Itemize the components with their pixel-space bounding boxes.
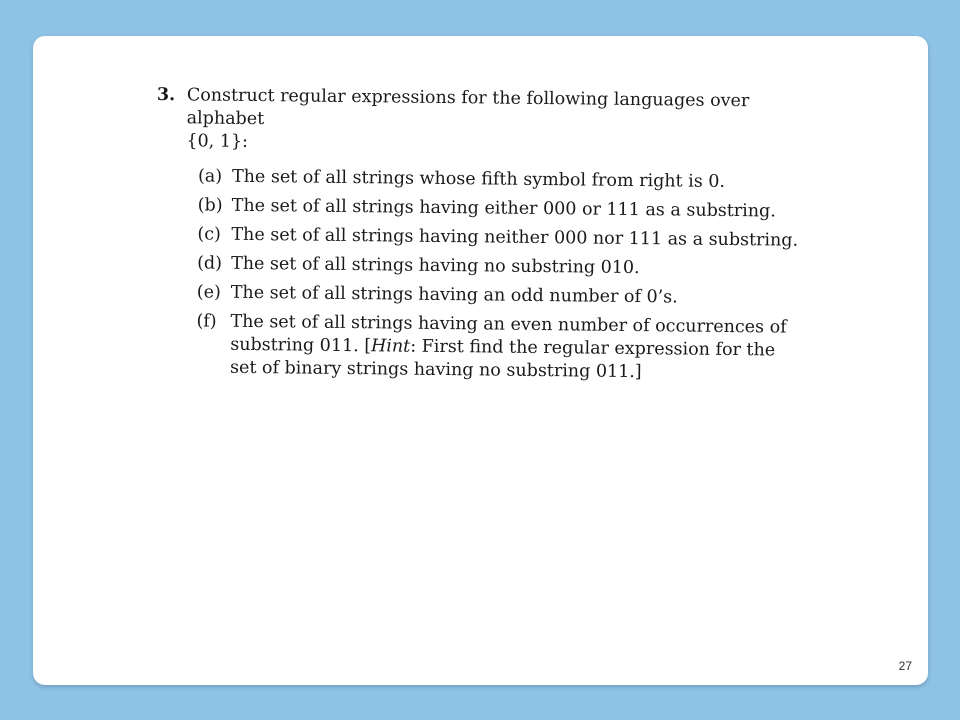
problem-number: 3. <box>156 84 176 106</box>
slide-page-number: 27 <box>898 659 912 673</box>
problem-item-a <box>198 165 806 194</box>
problem-heading <box>156 84 807 160</box>
problem-item-b <box>198 194 806 223</box>
item-text: The set of all strings whose fifth symbol from right is 0. <box>231 166 726 192</box>
item-text-end: : First find the regular expression for the set of binary strings having no substring 011.] <box>229 336 776 383</box>
item-text: The set of all strings having an odd number of 0’s. <box>230 282 678 308</box>
problem-statement-line-1: Construct regular expressions for the following languages over alphabet <box>186 85 750 130</box>
item-text: The set of all strings having neither 000 nor 111 as a substring. <box>231 224 799 251</box>
item-label: (c) <box>197 224 221 245</box>
item-text-start: The set of all strings having an even number of occurrences of substring 011. [ <box>230 311 787 357</box>
item-text: The set of all strings having no substring 010. <box>231 253 640 279</box>
item-text: The set of all strings having either 000 or 111 as a substring. <box>231 195 776 222</box>
item-label: (b) <box>197 195 223 216</box>
item-label: (d) <box>197 253 223 274</box>
problem-item-d <box>197 252 805 281</box>
item-label: (a) <box>197 166 223 187</box>
problem-statement-line-2: {0, 1}: <box>186 131 249 152</box>
item-text <box>230 311 805 386</box>
problem-item-f <box>196 310 805 385</box>
hint-word: Hint <box>370 336 411 357</box>
problem-items-list <box>154 165 806 386</box>
slide <box>33 36 928 685</box>
item-label: (e) <box>196 282 221 303</box>
problem-item-e <box>197 281 805 310</box>
problem-item-c <box>197 223 805 252</box>
problem-statement <box>186 84 807 159</box>
item-label: (f) <box>196 311 217 332</box>
exercise-problem <box>154 84 807 392</box>
